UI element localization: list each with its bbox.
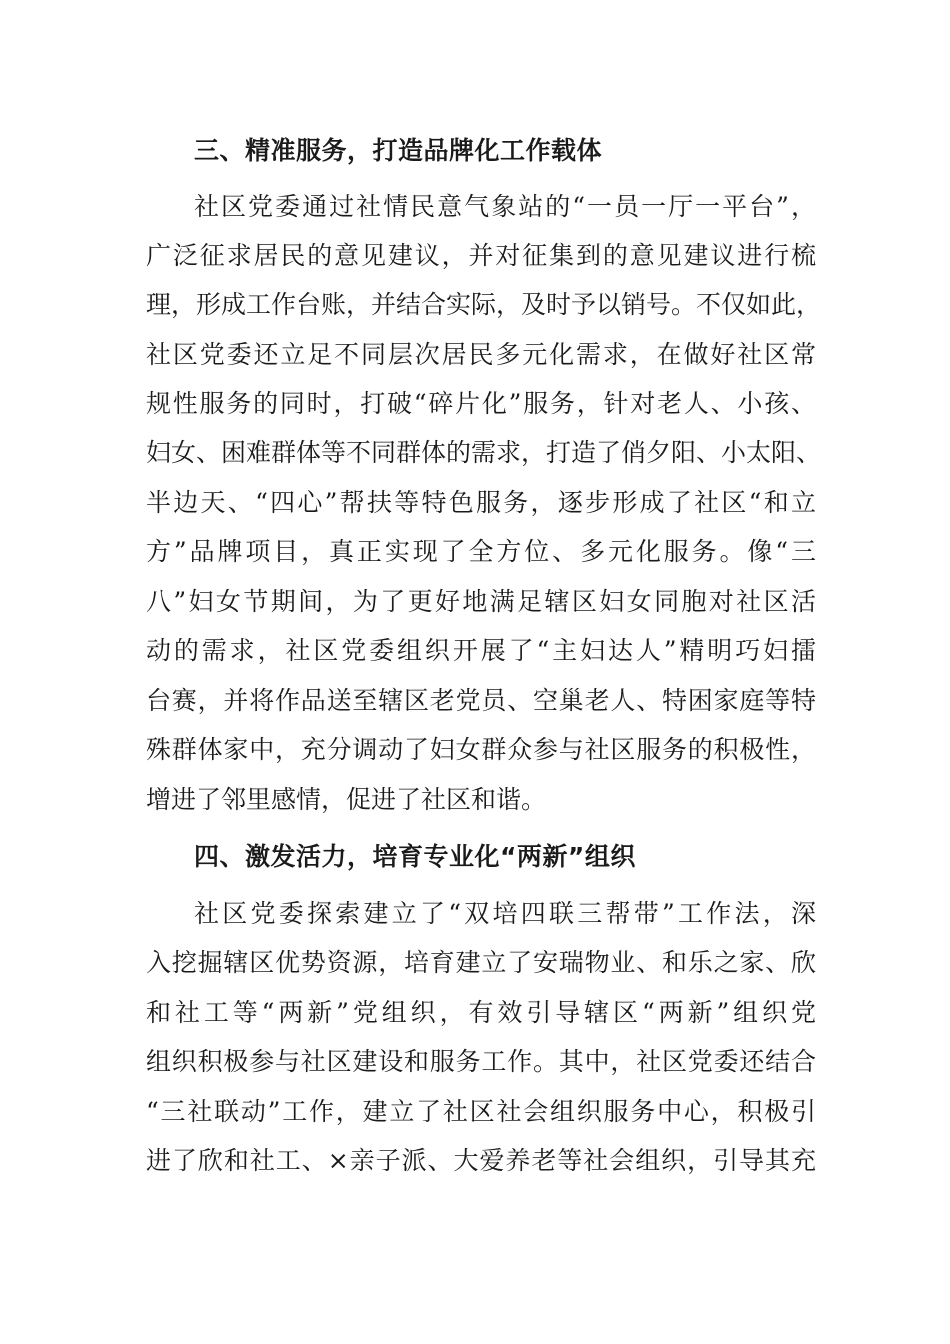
paragraph-line: 半边天、“四心”帮扶等特色服务，逐步形成了社区“和立 xyxy=(146,488,816,517)
paragraph-line: “三社联动”工作，建立了社区社会组织服务中心，积极引 xyxy=(146,1097,816,1126)
paragraph-line: 社区党委探索建立了“双培四联三帮带”工作法，深 xyxy=(194,899,816,928)
paragraph-line: 规性服务的同时，打破“碎片化”服务，针对老人、小孩、 xyxy=(146,389,816,418)
paragraph-line: 妇女、困难群体等不同群体的需求，打造了俏夕阳、小太阳、 xyxy=(146,438,822,467)
paragraph-line: 进了欣和社工、×亲子派、大爱养老等社会组织，引导其充 xyxy=(146,1146,816,1175)
section-heading-3: 三、精准服务，打造品牌化工作载体 xyxy=(194,136,603,165)
paragraph-line: 增进了邻里感情，促进了社区和谐。 xyxy=(146,785,547,814)
paragraph-line: 动的需求，社区党委组织开展了“主妇达人”精明巧妇擂 xyxy=(146,636,816,665)
paragraph-line: 社区党委通过社情民意气象站的“一员一厅一平台”， xyxy=(194,192,816,221)
paragraph-line: 组织积极参与社区建设和服务工作。其中，社区党委还结合 xyxy=(146,1047,816,1076)
paragraph-line: 台赛，并将作品送至辖区老党员、空巢老人、特困家庭等特 xyxy=(146,686,816,715)
paragraph-line: 社区党委还立足不同层次居民多元化需求，在做好社区常 xyxy=(146,340,816,369)
paragraph-line: 殊群体家中，充分调动了妇女群众参与社区服务的积极性， xyxy=(146,735,816,764)
paragraph-line: 八”妇女节期间，为了更好地满足辖区妇女同胞对社区活 xyxy=(146,587,816,616)
paragraph-line: 和社工等“两新”党组织，有效引导辖区“两新”组织党 xyxy=(146,998,816,1027)
paragraph-line: 方”品牌项目，真正实现了全方位、多元化服务。像“三 xyxy=(146,537,816,566)
paragraph-line: 广泛征求居民的意见建议，并对征集到的意见建议进行梳 xyxy=(146,241,816,270)
paragraph-line: 理，形成工作台账，并结合实际，及时予以销号。不仅如此， xyxy=(146,290,822,319)
paragraph-line: 入挖掘辖区优势资源，培育建立了安瑞物业、和乐之家、欣 xyxy=(146,948,816,977)
section-heading-4: 四、激发活力，培育专业化“两新”组织 xyxy=(194,842,636,871)
